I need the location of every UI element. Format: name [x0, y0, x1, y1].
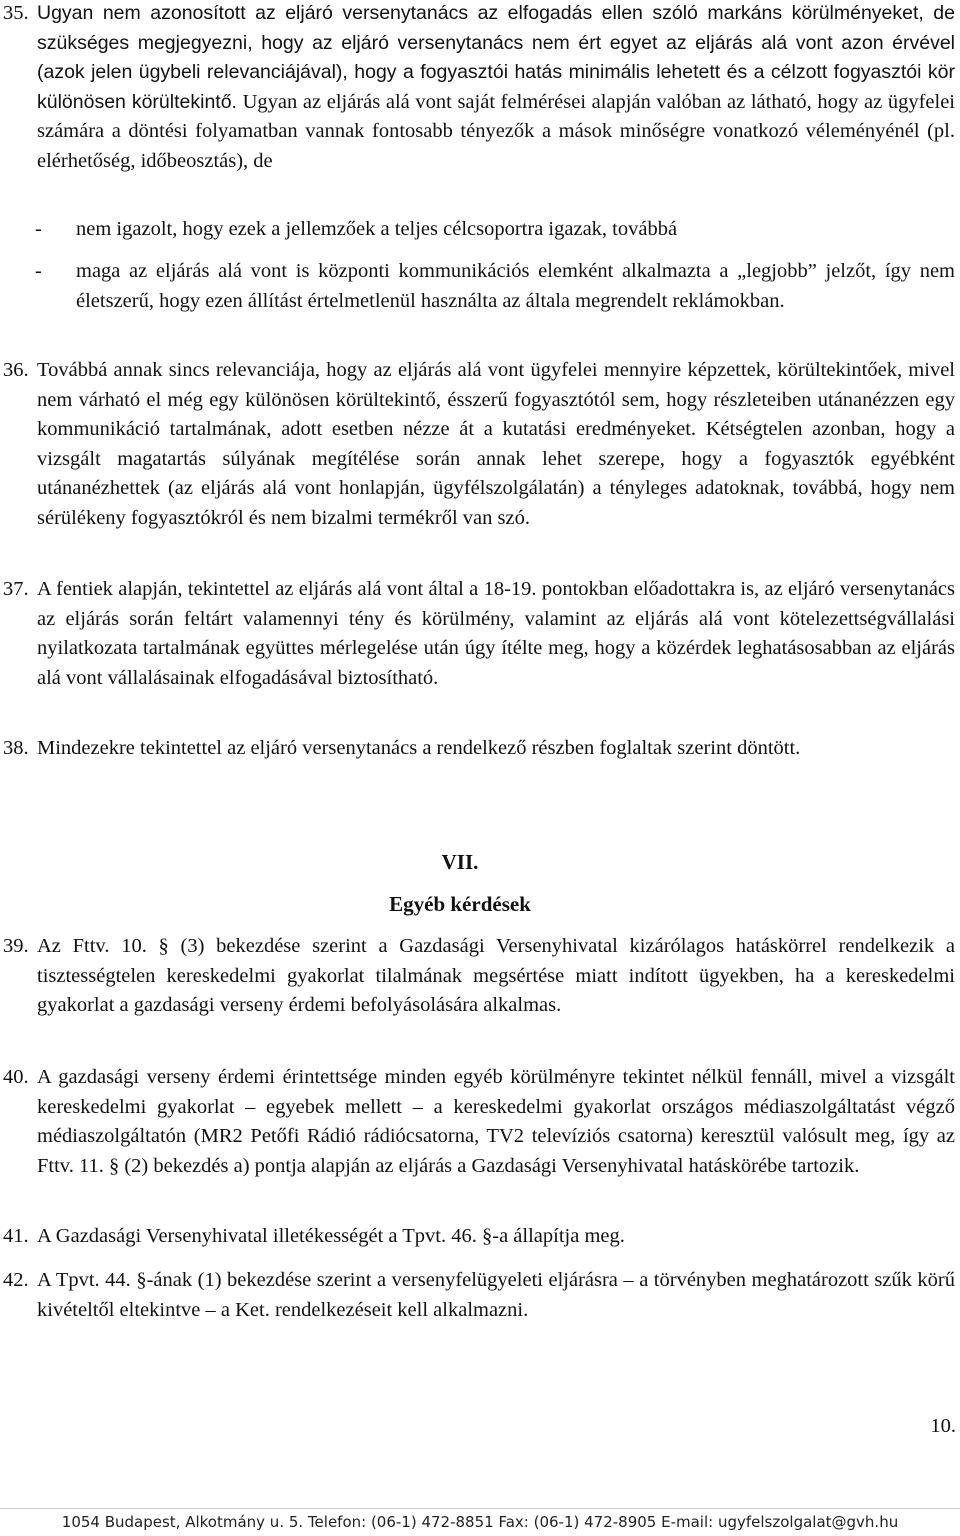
- paragraph-36: [3, 356, 955, 533]
- section-title: Egyéb kérdések: [389, 892, 531, 916]
- paragraph-35: [3, 0, 955, 176]
- page-number: 10.: [930, 1415, 956, 1437]
- footer-contact: 1054 Budapest, Alkotmány u. 5. Telefon: (06-1) 472-8851 Fax: (06-1) 472-8905 E-mail: ugyfelszolgalat@gvh.hu: [61, 1513, 899, 1531]
- paragraph-number: 36.: [3, 359, 29, 381]
- paragraph-40: [3, 1063, 955, 1181]
- paragraph-text: A gazdasági verseny érdemi érintettsége minden egyéb körülményre tekintet nélkül fennáll, mivel a vizsgált kereskedelmi gyakorlat – egyebek mellett – a kereskedelmi gyakorlat országos médiaszolgáltatást végző médiaszolgáltatón (MR2 Petőfi Rádió rádiócsatorna, TV2 televíziós csatorna) keresztül valósult meg, így az Fttv. 11. § (2) bekezdés a) pontja alapján az eljárás a Gazdasági Versenyhivatal hatáskörébe tartozik.: [37, 1066, 955, 1177]
- paragraph-37: [3, 575, 955, 693]
- footer-divider: [0, 1508, 960, 1509]
- paragraph-number: 39.: [3, 935, 29, 957]
- paragraph-text: Mindezekre tekintettel az eljáró versenytanács a rendelkező részben foglaltak szerint döntött.: [37, 737, 801, 759]
- bullet-dash: -: [35, 260, 42, 282]
- paragraph-41: [3, 1222, 955, 1252]
- paragraph-number: 37.: [3, 578, 29, 600]
- bullet-text: nem igazolt, hogy ezek a jellemzőek a teljes célcsoportra igazak, továbbá: [76, 218, 678, 240]
- paragraph-38: [3, 734, 955, 764]
- paragraph-42: [3, 1266, 955, 1325]
- bullet-text: maga az eljárás alá vont is központi kommunikációs elemként alkalmazta a „legjobb” jelzőt, így nem életszerű, hogy ezen állítást értelmetlenül használta az általa megrendelt reklámokban.: [76, 260, 955, 312]
- paragraph-number: 40.: [3, 1066, 29, 1088]
- paragraph-text: A Tpvt. 44. §-ának (1) bekezdése szerint a versenyfelügyeleti eljárásra – a törvényben meghatározott szűk körű kivételtől eltekintve – a Ket. rendelkezéseit kell alkalmazni.: [37, 1269, 955, 1321]
- paragraph-number: 35.: [3, 2, 29, 24]
- bullet-item-2: [37, 257, 955, 316]
- paragraph-number: 41.: [3, 1225, 29, 1247]
- paragraph-text-sans: Ugyan nem azonosított az eljáró versenytanács az elfogadás ellen szóló markáns körülményeket, de szükséges megjegyezni, hogy az eljáró versenytanács nem ért egyet az eljárás alá vont azon érvével (azok jelen ügybeli relevanciájával), hogy a fogyasztói hatás minimális lehetett és a célzott fogyasztói kör különösen körültekintő.: [37, 2, 955, 113]
- paragraph-text: Az Fttv. 10. § (3) bekezdése szerint a Gazdasági Versenyhivatal kizárólagos hatáskörrel rendelkezik a tisztességtelen kereskedelmi gyakorlat tilalmának megsértése miatt indított ügyekben, ha a kereskedelmi gyakorlat a gazdasági verseny érdemi befolyásolására alkalmas.: [37, 935, 955, 1016]
- paragraph-number: 42.: [3, 1269, 29, 1291]
- paragraph-39: [3, 932, 955, 1021]
- paragraph-number: 38.: [3, 737, 29, 759]
- paragraph-text-serif: Ugyan az eljárás alá vont saját felmérései alapján valóban az látható, hogy az ügyfelei számára a döntési folyamatban vannak fontosabb tényezők a mások minőségre vonatkozó véleményénél (pl. elérhetőség, időbeosztás), de: [37, 90, 955, 172]
- bullet-item-1: [37, 215, 955, 245]
- bullet-dash: -: [35, 218, 42, 240]
- paragraph-text: A fentiek alapján, tekintettel az eljárás alá vont által a 18-19. pontokban előadottakra is, az eljáró versenytanács az eljárás során feltárt valamennyi tény és körülmény, valamint az eljárás alá vont kötelezettségvállalási nyilatkozata tartalmának együttes mérlegelése után úgy ítélte meg, hogy a közérdek leghatásosabban az eljárás alá vont vállalásainak elfogadásával biztosítható.: [37, 578, 955, 689]
- section-roman-numeral: VII.: [441, 850, 479, 874]
- paragraph-text: A Gazdasági Versenyhivatal illetékességét a Tpvt. 46. §-a állapítja meg.: [37, 1225, 625, 1247]
- paragraph-text: Továbbá annak sincs relevanciája, hogy az eljárás alá vont ügyfelei mennyire képzettek, körültekintőek, mivel nem várható el még egy különösen körültekintő, ésszerű fogyasztótól sem, hogy részleteiben utánanézzen egy kommunikáció tartalmának, adott esetben nézze át a kutatási eredményeket. Kétségtelen azonban, hogy a vizsgált magatartás súlyának megítélése során annak lehet szerepe, hogy a fogyasztók egyébként utánanézhettek (az eljárás alá vont honlapján, ügyfélszolgálatán) a tényleges adatoknak, továbbá, hogy nem sérülékeny fogyasztókról és nem bizalmi termékről van szó.: [37, 359, 955, 529]
